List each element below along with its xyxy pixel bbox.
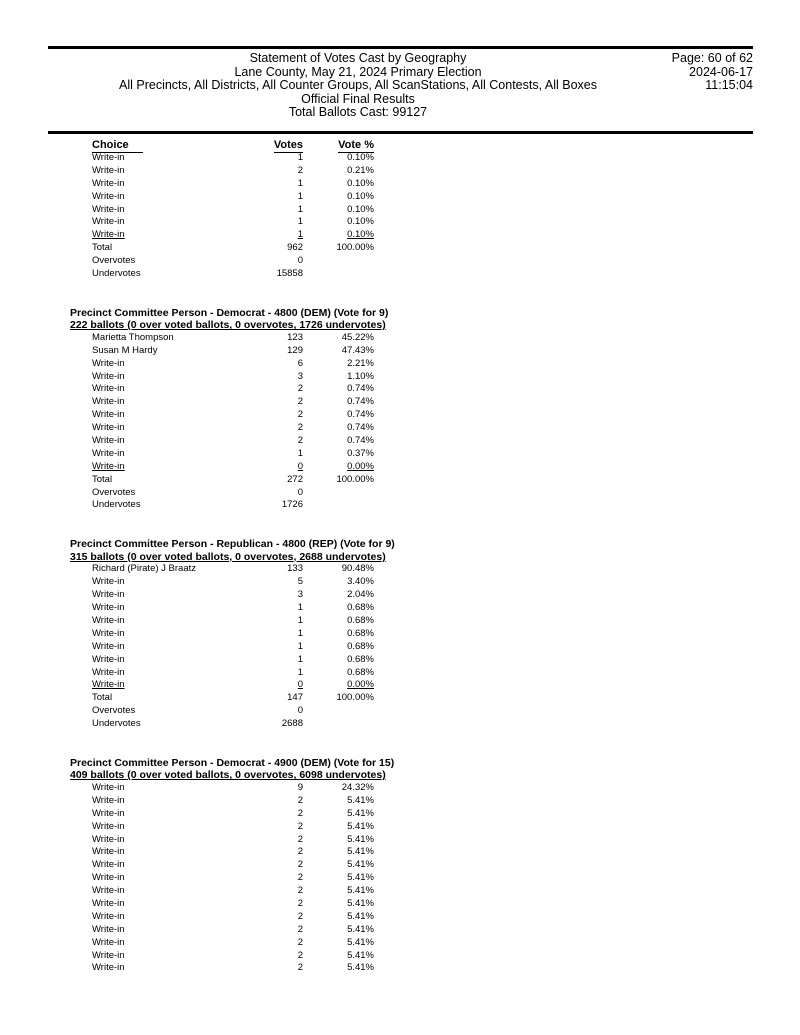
report-status: Official Final Results [301,91,415,106]
choice-name: Write-in [92,781,125,793]
result-row [0,962,800,975]
choice-name: Write-in [92,229,125,241]
vote-count: 0 [297,486,303,498]
vote-percent: 2.04% [347,589,374,601]
vote-count: 9 [297,781,303,793]
vote-percent: 5.41% [347,872,374,884]
vote-count: 2 [297,910,303,922]
overvotes-row [0,255,800,268]
choice-name: Overvotes [92,486,136,498]
vote-count: 2 [297,833,303,845]
choice-name: Total [92,242,113,254]
contest-title: Precinct Committee Person - Republican - 4800 (REP) (Vote for 9) [70,538,395,551]
contest-ballot-summary: 409 ballots (0 over voted ballots, 0 overvotes, 6098 undervotes) [70,769,386,782]
vote-count: 133 [287,563,303,575]
result-row [0,178,800,191]
choice-name: Write-in [92,370,125,382]
vote-percent: 5.41% [347,846,374,858]
result-row [0,371,800,384]
vote-count: 1 [297,190,303,202]
report-time: 11:15:04 [705,78,753,93]
vote-percent: 1.10% [347,370,374,382]
report-meta [672,52,753,93]
vote-percent: 5.41% [347,897,374,909]
result-row [0,461,800,474]
vote-percent: 5.41% [347,910,374,922]
vote-percent: 2.21% [347,357,374,369]
vote-percent: 45.22% [341,331,374,343]
vote-count: 3 [297,589,303,601]
vote-count: 0 [297,460,303,472]
vote-count: 2 [297,409,303,421]
result-row [0,808,800,821]
result-row [0,615,800,628]
result-row [0,191,800,204]
vote-count: 1 [297,152,303,163]
vote-percent: 0.10% [347,190,374,202]
header-top-rule [48,46,753,49]
choice-name: Write-in [92,447,125,459]
result-row [0,950,800,963]
results-body [0,138,800,975]
vote-percent: 0.10% [347,177,374,189]
result-row [0,576,800,589]
report-total-ballots: Total Ballots Cast: 99127 [288,105,428,120]
continued-contest [0,152,800,281]
result-row [0,204,800,217]
vote-percent: 5.41% [347,936,374,948]
choice-name: Write-in [92,885,125,897]
vote-count: 0 [297,705,303,717]
result-row [0,679,800,692]
choice-name: Write-in [92,614,125,626]
result-row [0,795,800,808]
vote-count: 2 [297,846,303,858]
vote-count: 123 [287,331,303,343]
choice-name: Write-in [92,383,125,395]
choice-name: Write-in [92,923,125,935]
vote-percent: 0.68% [347,627,374,639]
choice-name: Write-in [92,203,125,215]
result-row [0,396,800,409]
undervotes-row [0,718,800,731]
vote-count: 2 [297,872,303,884]
vote-count: 962 [287,242,303,254]
vote-percent: 24.32% [341,781,374,793]
vote-percent: 47.43% [341,344,374,356]
contest-section [0,512,800,731]
vote-count: 2 [297,807,303,819]
choice-name: Write-in [92,846,125,858]
vote-percent: 0.68% [347,640,374,652]
vote-percent: 0.74% [347,383,374,395]
result-row [0,924,800,937]
result-row [0,898,800,911]
choice-name: Marietta Thompson [92,331,174,343]
result-row [0,834,800,847]
contest-section [0,281,800,512]
vote-count: 129 [287,344,303,356]
result-row [0,782,800,795]
vote-percent: 0.10% [347,216,374,228]
vote-percent: 5.41% [347,807,374,819]
vote-percent: 0.68% [347,666,374,678]
column-headers [0,138,800,152]
total-row [0,474,800,487]
choice-name: Write-in [92,872,125,884]
vote-count: 1 [297,614,303,626]
column-header-choice: Choice [92,138,143,153]
choice-name: Undervotes [92,499,141,511]
vote-count: 1 [297,447,303,459]
header-bottom-rule [48,131,753,134]
vote-count: 1 [297,666,303,678]
page-number: Page: 60 of 62 [671,51,753,65]
overvotes-row [0,487,800,500]
result-row [0,383,800,396]
choice-name: Write-in [92,833,125,845]
vote-count: 2 [297,422,303,434]
vote-count: 2 [297,396,303,408]
choice-name: Write-in [92,794,125,806]
result-row [0,422,800,435]
vote-percent: 5.41% [347,794,374,806]
choice-name: Write-in [92,409,125,421]
choice-name: Overvotes [92,705,136,717]
choice-name: Write-in [92,435,125,447]
choice-name: Write-in [92,679,125,691]
vote-percent: 100.00% [336,242,374,254]
column-header-votes: Votes [273,139,303,151]
choice-name: Write-in [92,807,125,819]
result-row [0,654,800,667]
result-row [0,165,800,178]
choice-name: Write-in [92,962,125,974]
choice-name: Write-in [92,177,125,189]
vote-count: 15858 [276,268,303,280]
result-row [0,435,800,448]
vote-count: 1 [297,653,303,665]
vote-percent: 100.00% [336,473,374,485]
vote-count: 6 [297,357,303,369]
report-county-election: Lane County, May 21, 2024 Primary Election [234,64,482,79]
undervotes-row [0,499,800,512]
choice-name: Write-in [92,602,125,614]
vote-count: 1 [297,229,303,241]
overvotes-row [0,705,800,718]
vote-count: 2 [297,820,303,832]
result-row [0,152,800,165]
vote-count: 1 [297,216,303,228]
vote-percent: 0.68% [347,602,374,614]
vote-percent: 5.41% [347,949,374,961]
vote-count: 1 [297,203,303,215]
vote-count: 1 [297,640,303,652]
report-title: Statement of Votes Cast by Geography [249,51,467,65]
choice-name: Write-in [92,152,125,163]
choice-name: Overvotes [92,255,136,267]
vote-count: 2688 [281,718,303,730]
vote-count: 147 [287,692,303,704]
vote-percent: 0.68% [347,653,374,665]
vote-percent: 0.00% [347,679,374,691]
vote-count: 2 [297,897,303,909]
choice-name: Write-in [92,653,125,665]
vote-percent: 5.41% [347,859,374,871]
vote-count: 0 [297,679,303,691]
choice-name: Write-in [92,897,125,909]
vote-percent: 0.21% [347,164,374,176]
choice-name: Write-in [92,357,125,369]
result-row [0,332,800,345]
vote-count: 2 [297,885,303,897]
report-date: 2024-06-17 [689,64,753,79]
choice-name: Richard (Pirate) J Braatz [92,563,197,575]
result-row [0,885,800,898]
choice-name: Write-in [92,666,125,678]
choice-name: Total [92,473,113,485]
result-row [0,602,800,615]
vote-count: 2 [297,923,303,935]
choice-name: Write-in [92,576,125,588]
result-row [0,911,800,924]
vote-count: 1 [297,177,303,189]
result-row [0,872,800,885]
choice-name: Write-in [92,589,125,601]
choice-name: Write-in [92,190,125,202]
vote-percent: 0.74% [347,396,374,408]
vote-percent: 3.40% [347,576,374,588]
result-row [0,409,800,422]
result-row [0,859,800,872]
choice-name: Write-in [92,460,125,472]
result-row [0,563,800,576]
choice-name: Write-in [92,820,125,832]
total-row [0,242,800,255]
result-row [0,846,800,859]
vote-count: 1 [297,602,303,614]
vote-percent: 5.41% [347,820,374,832]
result-row [0,641,800,654]
vote-count: 2 [297,164,303,176]
vote-percent: 100.00% [336,692,374,704]
contest-ballot-summary: 222 ballots (0 over voted ballots, 0 overvotes, 1726 undervotes) [70,319,386,332]
vote-count: 2 [297,936,303,948]
vote-percent: 0.68% [347,614,374,626]
result-row [0,589,800,602]
vote-count: 3 [297,370,303,382]
vote-count: 1 [297,627,303,639]
result-row [0,821,800,834]
vote-count: 5 [297,576,303,588]
choice-name: Write-in [92,627,125,639]
vote-percent: 5.41% [347,962,374,974]
vote-percent: 5.41% [347,923,374,935]
report-header [48,52,753,132]
choice-name: Write-in [92,859,125,871]
undervotes-row [0,268,800,281]
column-header-pct: Vote % [338,139,374,151]
choice-name: Write-in [92,949,125,961]
vote-percent: 0.10% [347,203,374,215]
vote-percent: 0.74% [347,422,374,434]
result-row [0,448,800,461]
contest-ballot-summary: 315 ballots (0 over voted ballots, 0 overvotes, 2688 undervotes) [70,550,386,563]
vote-percent: 0.37% [347,447,374,459]
choice-name: Undervotes [92,268,141,280]
vote-percent: 0.74% [347,435,374,447]
vote-count: 1726 [281,499,303,511]
vote-count: 2 [297,962,303,974]
choice-name: Write-in [92,422,125,434]
result-row [0,345,800,358]
result-row [0,937,800,950]
choice-name: Write-in [92,910,125,922]
result-row [0,358,800,371]
vote-percent: 5.41% [347,833,374,845]
choice-name: Total [92,692,113,704]
vote-count: 2 [297,859,303,871]
vote-count: 2 [297,383,303,395]
vote-percent: 90.48% [341,563,374,575]
contest-title: Precinct Committee Person - Democrat - 4900 (DEM) (Vote for 15) [70,756,395,769]
choice-name: Susan M Hardy [92,344,158,356]
result-row [0,667,800,680]
choice-name: Write-in [92,164,125,176]
vote-percent: 0.10% [347,229,374,241]
result-row [0,216,800,229]
contests-list [0,281,800,975]
contest-title: Precinct Committee Person - Democrat - 4800 (DEM) (Vote for 9) [70,306,389,319]
choice-name: Write-in [92,936,125,948]
vote-percent: 0.74% [347,409,374,421]
total-row [0,692,800,705]
vote-count: 2 [297,794,303,806]
vote-count: 2 [297,435,303,447]
contest-section [0,731,800,975]
choice-name: Undervotes [92,718,141,730]
vote-percent: 0.10% [347,152,374,163]
choice-name: Write-in [92,216,125,228]
choice-name: Write-in [92,640,125,652]
result-row [0,628,800,641]
vote-count: 272 [287,473,303,485]
vote-percent: 0.00% [347,460,374,472]
result-row [0,229,800,242]
vote-count: 2 [297,949,303,961]
vote-percent: 5.41% [347,885,374,897]
vote-count: 0 [297,255,303,267]
choice-name: Write-in [92,396,125,408]
report-scope: All Precincts, All Districts, All Counter Groups, All ScanStations, All Contests, All Boxes [119,78,597,93]
